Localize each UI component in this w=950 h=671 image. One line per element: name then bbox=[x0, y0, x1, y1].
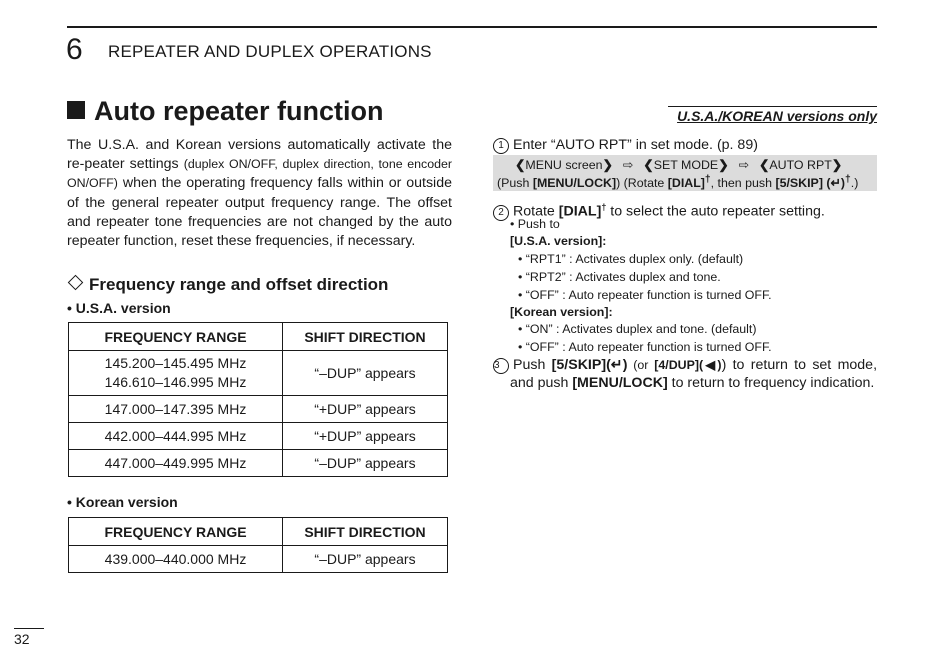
frequency-cell: 447.000–449.995 MHz bbox=[69, 450, 283, 477]
push-instruction-line bbox=[497, 174, 858, 190]
frequency-cell bbox=[69, 351, 283, 396]
shift-cell: “–DUP” appears bbox=[283, 450, 448, 477]
list-item: • “OFF” : Auto repeater function is turned OFF. bbox=[518, 340, 772, 354]
chapter-number: 6 bbox=[66, 33, 83, 66]
intro-text-a: The U.S.A. and Korean versions automatically activate the re-peater settings bbox=[67, 137, 452, 173]
intro-text-b: when the operating frequency falls within or outside of the general repeater output frequency range. The offset and repeater tone frequencies are not changed by the auto repeater function, reset these frequencies, if necessary. bbox=[67, 175, 452, 250]
key-label: ) bbox=[717, 358, 722, 372]
korean-frequency-table bbox=[68, 517, 448, 573]
frequency-value: 146.610–146.995 MHz bbox=[104, 374, 247, 390]
key-label: ) bbox=[622, 357, 628, 373]
step-3-line-1 bbox=[493, 356, 877, 374]
bracket-icon: ❯ bbox=[718, 158, 729, 172]
step-3-line-2 bbox=[493, 374, 877, 392]
list-item: • “RPT1” : Activates duplex only. (default) bbox=[518, 252, 744, 266]
text: and push bbox=[510, 375, 573, 391]
usa-settings-head: [U.S.A. version]: bbox=[510, 234, 607, 248]
key-label: [DIAL] bbox=[558, 203, 602, 220]
key-label: [MENU/LOCK] bbox=[572, 375, 668, 391]
frequency-cell: 442.000–444.995 MHz bbox=[69, 423, 283, 450]
col-header-frequency: FREQUENCY RANGE bbox=[69, 518, 283, 546]
text: Push bbox=[513, 357, 552, 373]
table-row bbox=[69, 450, 448, 477]
key-label: [5/SKIP]( bbox=[551, 357, 611, 373]
key-label: [5/SKIP] ( bbox=[775, 176, 831, 191]
usa-version-label: • U.S.A. version bbox=[67, 300, 171, 316]
table-row bbox=[69, 546, 448, 573]
intro-paragraph bbox=[67, 136, 452, 251]
shift-cell: “–DUP” appears bbox=[283, 546, 448, 573]
key-label: ) bbox=[840, 176, 846, 191]
key-label: [4/DUP]( bbox=[654, 358, 704, 372]
col-header-shift: SHIFT DIRECTION bbox=[283, 323, 448, 351]
usa-frequency-table bbox=[68, 322, 448, 477]
subsection-title bbox=[67, 275, 388, 295]
step-1-text: Enter “AUTO RPT” in set mode. (p. 89) bbox=[513, 137, 758, 153]
table-row bbox=[69, 351, 448, 396]
text: Rotate bbox=[513, 203, 559, 220]
table-header-row bbox=[69, 518, 448, 546]
shift-cell: “+DUP” appears bbox=[283, 423, 448, 450]
menu-path-item: SET MODE bbox=[653, 158, 719, 172]
step-number: 2 bbox=[493, 205, 509, 221]
section-title bbox=[67, 96, 384, 127]
bracket-icon: ❯ bbox=[602, 158, 613, 172]
key-label: [MENU/LOCK] bbox=[532, 176, 617, 191]
bracket-icon: ❮ bbox=[515, 158, 526, 172]
text: to return to frequency indication. bbox=[667, 375, 875, 391]
col-header-shift: SHIFT DIRECTION bbox=[283, 518, 448, 546]
bracket-icon: ❯ bbox=[831, 158, 843, 172]
table-header-row bbox=[69, 323, 448, 351]
table-row bbox=[69, 423, 448, 450]
version-note: U.S.A./KOREAN versions only bbox=[668, 106, 877, 124]
dagger-mark: † bbox=[845, 174, 851, 185]
menu-path-item: MENU screen bbox=[525, 158, 603, 172]
intro-text-small: (duplex ON/OFF, duplex direction, tone encoder ON/OFF) bbox=[67, 157, 453, 191]
list-item: • “ON” : Activates duplex and tone. (default) bbox=[518, 322, 757, 336]
return-arrow-icon: ↵ bbox=[830, 176, 841, 191]
menu-path-line bbox=[515, 157, 842, 172]
dagger-mark: † bbox=[704, 174, 711, 185]
step-number: 3 bbox=[493, 358, 509, 374]
korean-settings-head: [Korean version]: bbox=[510, 305, 613, 319]
table-row bbox=[69, 396, 448, 423]
frequency-cell: 147.000–147.395 MHz bbox=[69, 396, 283, 423]
col-header-frequency: FREQUENCY RANGE bbox=[69, 323, 283, 351]
shift-cell: “–DUP” appears bbox=[283, 351, 448, 396]
menu-path-box bbox=[493, 155, 877, 191]
push-to-label: • Push to bbox=[510, 217, 560, 231]
top-rule bbox=[67, 26, 877, 28]
arrow-right-icon: ⇨ bbox=[738, 158, 749, 172]
diamond-icon bbox=[68, 275, 84, 291]
section-title-text: Auto repeater function bbox=[94, 96, 384, 126]
chapter-title: REPEATER AND DUPLEX OPERATIONS bbox=[108, 42, 432, 61]
dagger-mark: † bbox=[601, 202, 607, 212]
text: to select the auto repeater setting. bbox=[606, 203, 825, 220]
text: ) (Rotate bbox=[616, 176, 668, 191]
korean-version-label: • Korean version bbox=[67, 494, 178, 510]
list-item: • “RPT2” : Activates duplex and tone. bbox=[518, 270, 721, 284]
text: (or bbox=[627, 358, 655, 372]
subsection-title-text: Frequency range and offset direction bbox=[89, 275, 389, 294]
text: ) to return to set mode, bbox=[721, 357, 878, 373]
bracket-icon: ❮ bbox=[758, 158, 770, 172]
shift-cell: “+DUP” appears bbox=[283, 396, 448, 423]
step-number: 1 bbox=[493, 138, 509, 154]
list-item: • “OFF” : Auto repeater function is turned OFF. bbox=[518, 288, 772, 302]
frequency-cell: 439.000–440.000 MHz bbox=[69, 546, 283, 573]
frequency-value: 145.200–145.495 MHz bbox=[104, 355, 247, 371]
bracket-icon: ❮ bbox=[643, 158, 654, 172]
text: , then push bbox=[710, 176, 776, 191]
step-3 bbox=[493, 356, 877, 392]
arrow-right-icon: ⇨ bbox=[622, 158, 634, 172]
square-bullet-icon bbox=[67, 101, 85, 119]
text: .) bbox=[850, 176, 859, 191]
return-arrow-icon: ↵ bbox=[610, 357, 623, 373]
step-1 bbox=[493, 136, 758, 154]
key-label: [DIAL] bbox=[667, 176, 705, 191]
left-triangle-icon: ◀ bbox=[703, 358, 718, 372]
page-number: 32 bbox=[14, 628, 44, 647]
menu-path-item: AUTO RPT bbox=[769, 158, 832, 172]
text: (Push bbox=[497, 176, 533, 191]
